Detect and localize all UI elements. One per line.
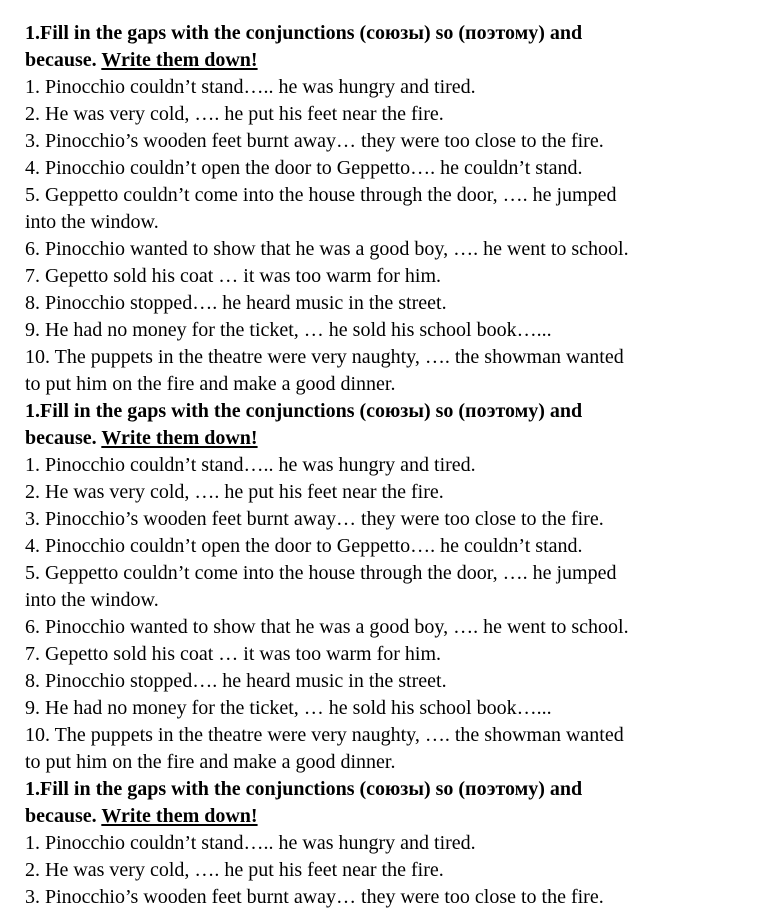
heading-instruction: Write them down!: [101, 805, 258, 827]
exercise-line: 2. He was very cold, …. he put his feet near the fire.: [25, 481, 444, 503]
worksheet-page: [25, 20, 765, 911]
exercise-line: 1. Pinocchio couldn’t stand….. he was hungry and tired.: [25, 76, 476, 98]
exercise-heading-line2: [25, 47, 765, 74]
exercise-line: 3. Pinocchio’s wooden feet burnt away… they were too close to the fire.: [25, 508, 604, 530]
exercise-block-2: [25, 398, 765, 776]
heading-instruction: Write them down!: [101, 49, 258, 71]
exercise-line: 10. The puppets in the theatre were very naughty, …. the showman wanted: [25, 346, 624, 368]
exercise-block-3: [25, 776, 765, 911]
exercise-line: into the window.: [25, 589, 159, 611]
exercise-heading: 1.Fill in the gaps with the conjunctions (союзы) so (поэтому) and: [25, 400, 583, 422]
heading-prefix: because.: [25, 427, 102, 449]
heading-prefix: because.: [25, 49, 102, 71]
exercise-line: 7. Gepetto sold his coat … it was too warm for him.: [25, 643, 442, 665]
exercise-heading-line2: [25, 803, 765, 830]
exercise-line: into the window.: [25, 211, 159, 233]
exercise-line: 1. Pinocchio couldn’t stand….. he was hungry and tired.: [25, 454, 476, 476]
exercise-heading: 1.Fill in the gaps with the conjunctions (союзы) so (поэтому) and: [25, 22, 583, 44]
exercise-line: 4. Pinocchio couldn’t open the door to Geppetto…. he couldn’t stand.: [25, 157, 583, 179]
exercise-line: 9. He had no money for the ticket, … he sold his school book…...: [25, 697, 552, 719]
exercise-line: 1. Pinocchio couldn’t stand….. he was hungry and tired.: [25, 832, 476, 854]
exercise-line: 5. Geppetto couldn’t come into the house through the door, …. he jumped: [25, 184, 617, 206]
exercise-line: 3. Pinocchio’s wooden feet burnt away… they were too close to the fire.: [25, 886, 604, 908]
exercise-line: 2. He was very cold, …. he put his feet near the fire.: [25, 859, 444, 881]
exercise-line: 5. Geppetto couldn’t come into the house through the door, …. he jumped: [25, 562, 617, 584]
exercise-block-1: [25, 20, 765, 398]
exercise-line: to put him on the fire and make a good dinner.: [25, 751, 396, 773]
exercise-heading: 1.Fill in the gaps with the conjunctions (союзы) so (поэтому) and: [25, 778, 583, 800]
exercise-line: 6. Pinocchio wanted to show that he was a good boy, …. he went to school.: [25, 616, 629, 638]
exercise-line: 4. Pinocchio couldn’t open the door to Geppetto…. he couldn’t stand.: [25, 535, 583, 557]
heading-prefix: because.: [25, 805, 102, 827]
exercise-line: 3. Pinocchio’s wooden feet burnt away… they were too close to the fire.: [25, 130, 604, 152]
exercise-line: 9. He had no money for the ticket, … he sold his school book…...: [25, 319, 552, 341]
exercise-line: 8. Pinocchio stopped…. he heard music in the street.: [25, 292, 447, 314]
exercise-line: 2. He was very cold, …. he put his feet near the fire.: [25, 103, 444, 125]
exercise-line: 8. Pinocchio stopped…. he heard music in the street.: [25, 670, 447, 692]
heading-instruction: Write them down!: [101, 427, 258, 449]
exercise-heading-line2: [25, 425, 765, 452]
exercise-line: 7. Gepetto sold his coat … it was too warm for him.: [25, 265, 442, 287]
exercise-line: 10. The puppets in the theatre were very naughty, …. the showman wanted: [25, 724, 624, 746]
exercise-line: 6. Pinocchio wanted to show that he was a good boy, …. he went to school.: [25, 238, 629, 260]
exercise-line: to put him on the fire and make a good dinner.: [25, 373, 396, 395]
